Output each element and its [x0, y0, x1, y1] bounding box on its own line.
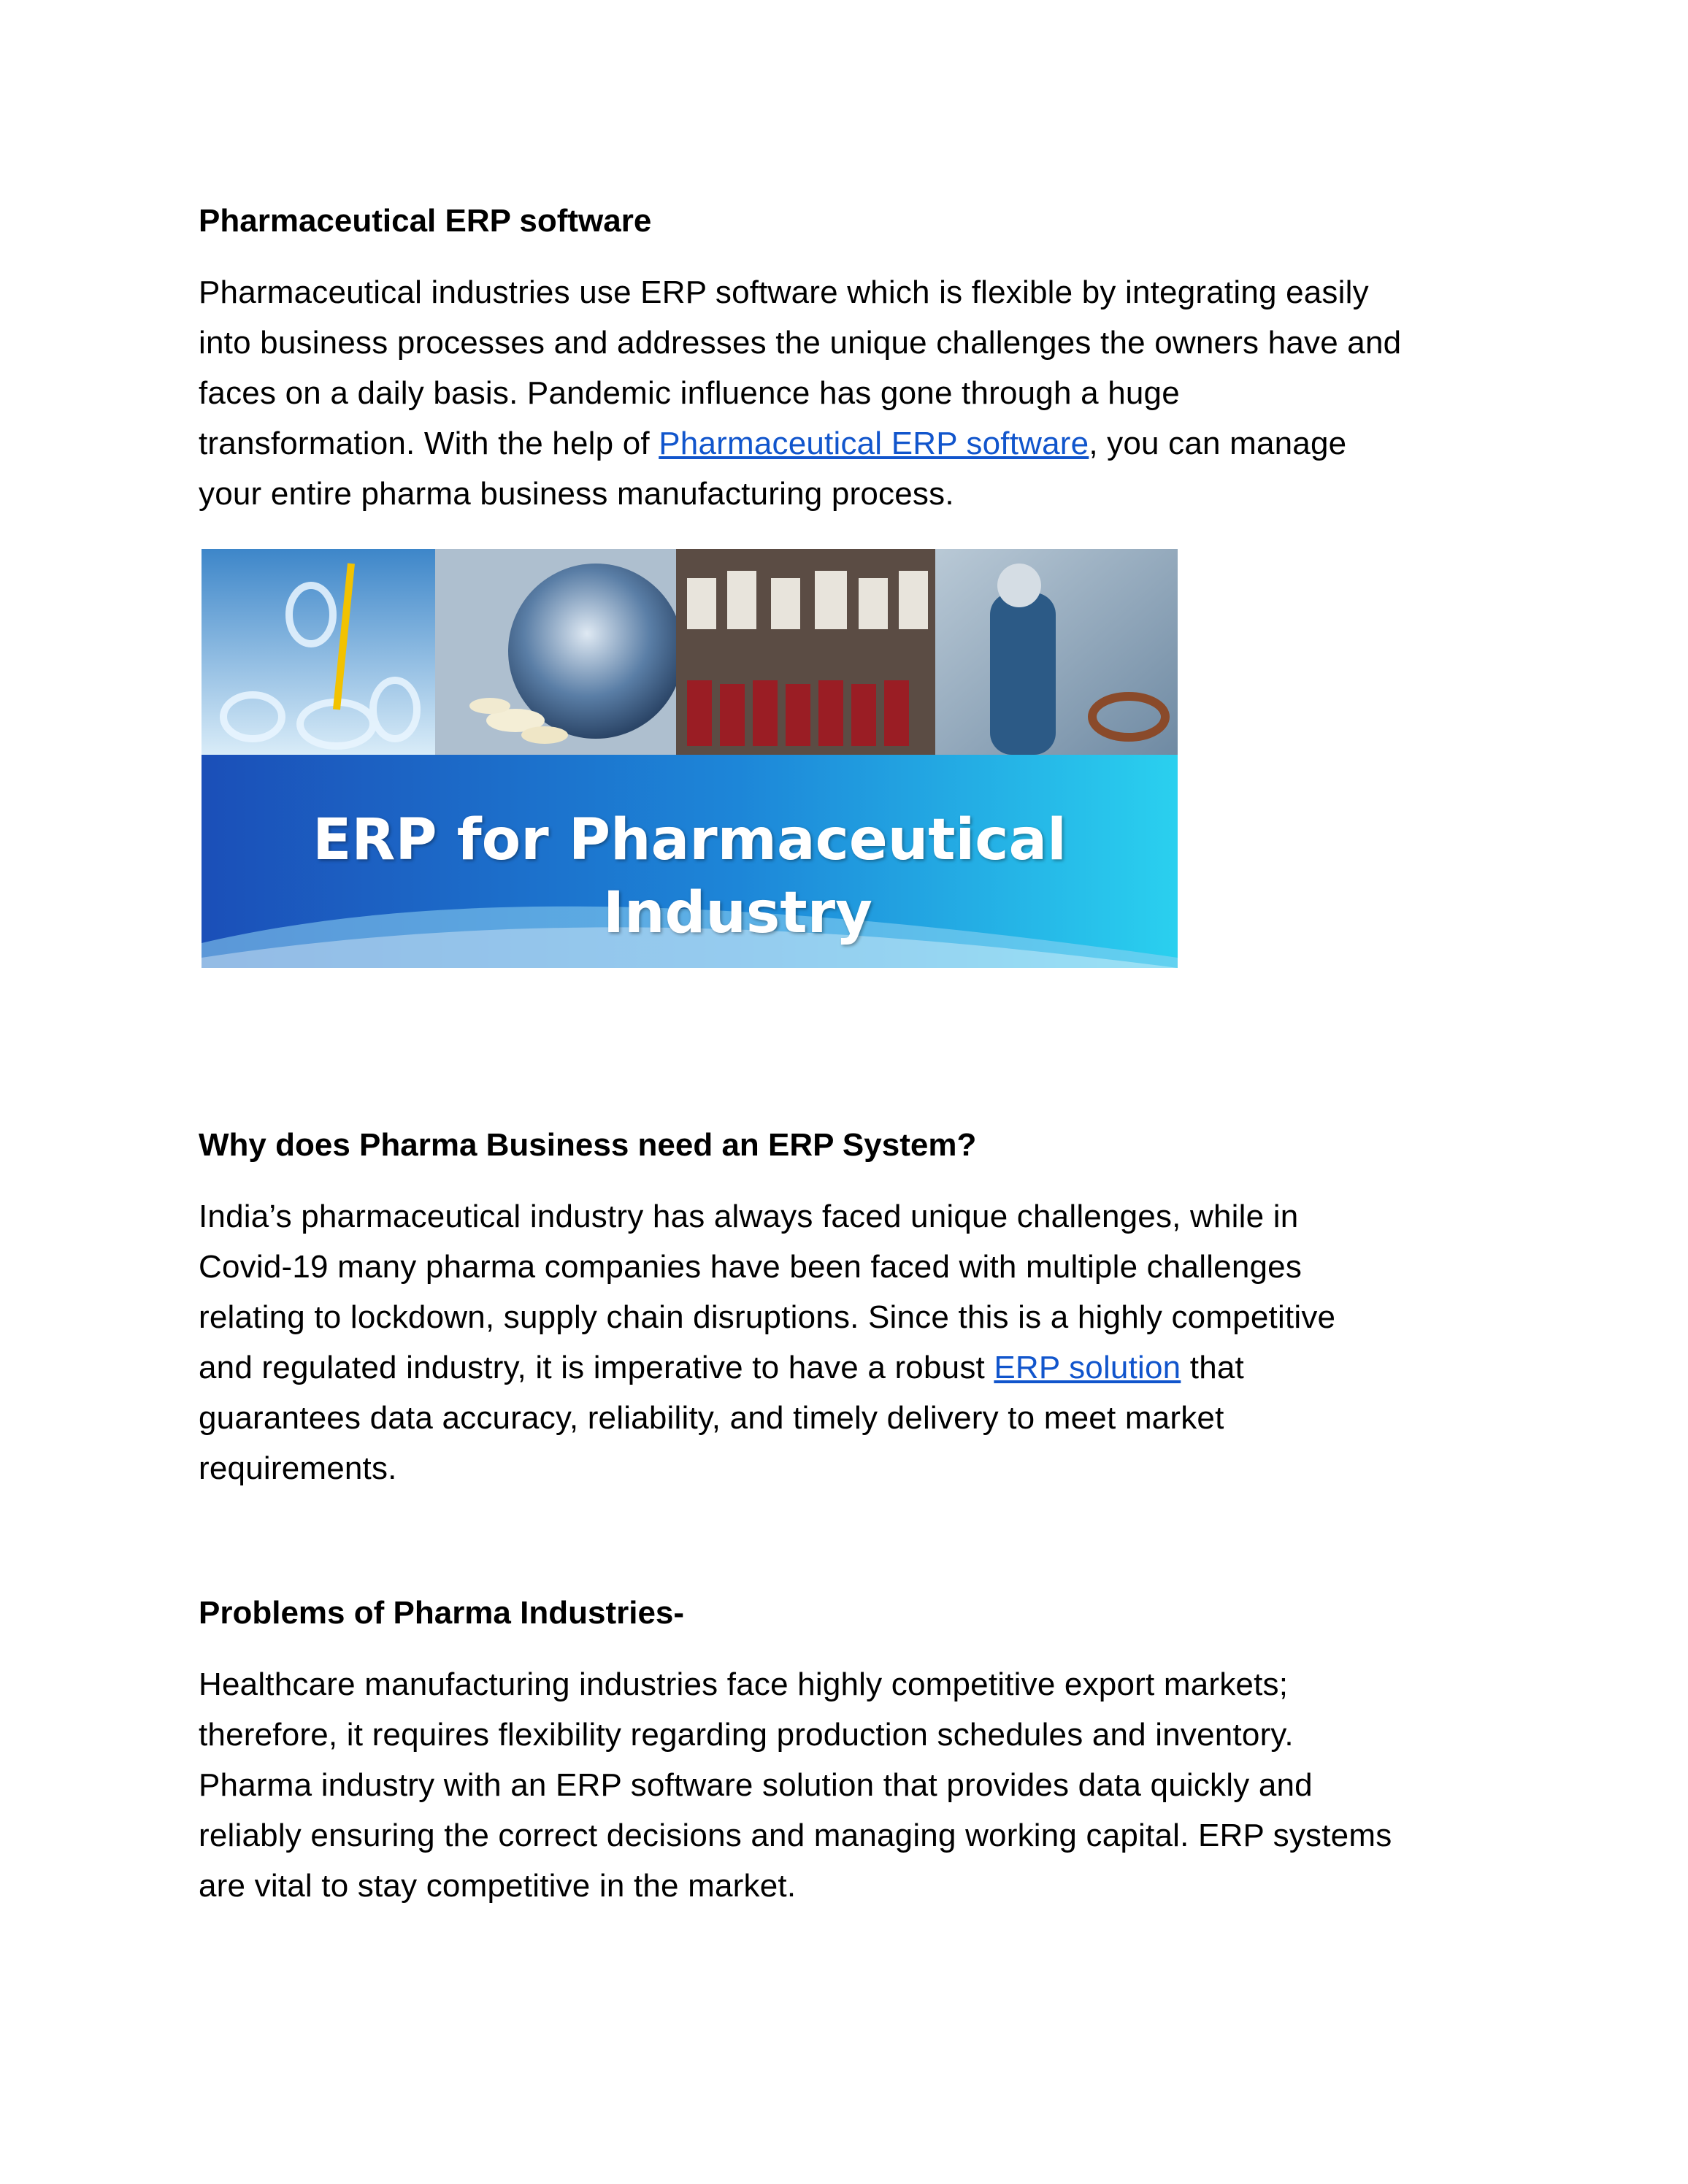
paragraph-line: your entire pharma business manufacturing process. [199, 476, 954, 512]
paragraph-line: into business processes and addresses the unique challenges the owners have and [199, 325, 1402, 361]
paragraph-line: requirements. [199, 1450, 397, 1486]
section-heading-pharma-erp: Pharmaceutical ERP software [199, 203, 652, 239]
paragraph-line: Covid-19 many pharma companies have been faced with multiple challenges [199, 1249, 1303, 1285]
paragraph-line: faces on a daily basis. Pandemic influence has gone through a huge [199, 375, 1180, 411]
text-run: , you can manage [1089, 426, 1347, 461]
paragraph-line: Pharma industry with an ERP software solution that provides data quickly and [199, 1767, 1313, 1803]
pharmaceutical-erp-software-link[interactable]: Pharmaceutical ERP software [659, 426, 1089, 461]
paragraph-why-erp [199, 1191, 1513, 1493]
banner-title-line-2: Industry [603, 880, 872, 946]
test-tubes-photo [202, 549, 435, 755]
paragraph-intro [199, 267, 1513, 519]
paragraph-line: India’s pharmaceutical industry has always faced unique challenges, while in [199, 1199, 1299, 1234]
text-run: and regulated industry, it is imperative to have a robust [199, 1350, 994, 1385]
erp-solution-link[interactable]: ERP solution [994, 1350, 1181, 1385]
paragraph-line: therefore, it requires flexibility regarding production schedules and inventory. [199, 1717, 1294, 1753]
paragraph-line: Healthcare manufacturing industries face highly competitive export markets; [199, 1666, 1289, 1702]
section-heading-why-erp: Why does Pharma Business need an ERP System? [199, 1127, 977, 1163]
banner-title-line-1: ERP for Pharmaceutical [312, 807, 1067, 873]
paragraph-line: guarantees data accuracy, reliability, and timely delivery to meet market [199, 1400, 1224, 1436]
paragraph-line: Pharmaceutical industries use ERP software which is flexible by integrating easily [199, 274, 1369, 310]
paragraph-problems [199, 1659, 1513, 1911]
erp-pharma-banner-image [202, 549, 1178, 968]
paragraph-line: are vital to stay competitive in the market. [199, 1868, 797, 1904]
paragraph-line [199, 418, 1513, 469]
paragraph-line: reliably ensuring the correct decisions and managing working capital. ERP systems [199, 1818, 1392, 1853]
text-run: that [1181, 1350, 1244, 1385]
lab-worker-photo [935, 549, 1178, 755]
section-heading-problems: Problems of Pharma Industries- [199, 1595, 685, 1631]
paragraph-line [199, 1342, 1513, 1393]
text-run: transformation. With the help of [199, 426, 659, 461]
paragraph-line: relating to lockdown, supply chain disruptions. Since this is a highly competitive [199, 1299, 1336, 1335]
